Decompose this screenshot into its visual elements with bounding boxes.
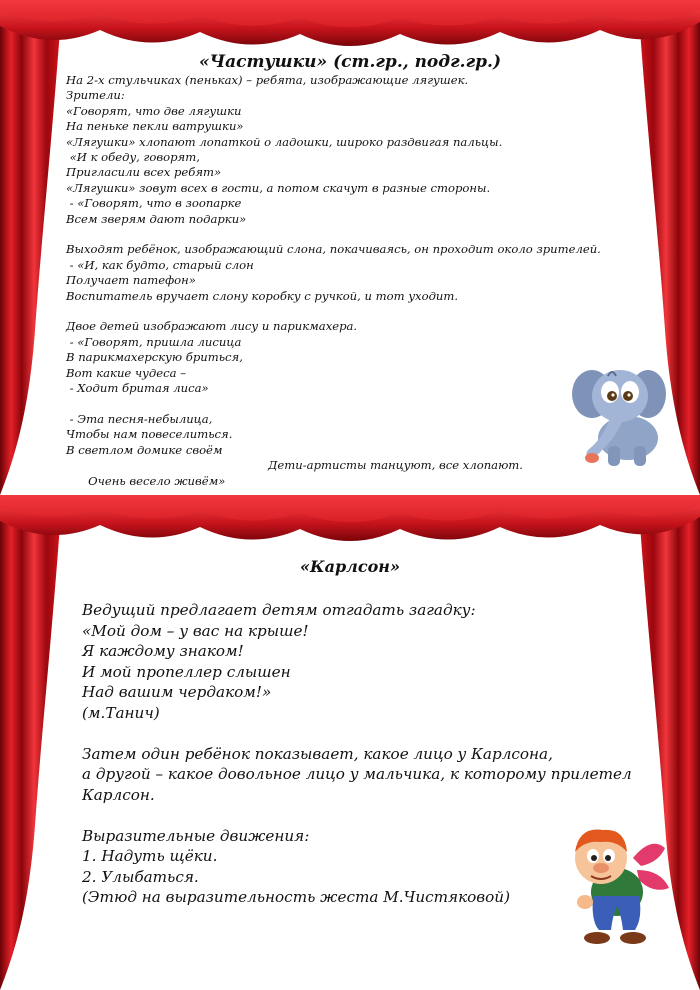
page-title: «Частушки» (ст.гр., подг.гр.)	[199, 52, 501, 72]
text-line: Двое детей изображают лису и парикмахера.	[66, 319, 358, 334]
text-line: Карлсон.	[82, 785, 155, 804]
text-line: - Ходит бритая лиса»	[66, 381, 209, 396]
text-line: Ведущий предлагает детям отгадать загадку:	[82, 601, 476, 619]
text-line: а другой – какое довольное лицо у мальчика, к которому прилетел	[82, 765, 632, 783]
text-line: (м.Танич)	[82, 703, 160, 722]
text-line: Всем зверям дают подарки»	[66, 211, 247, 226]
text-line: Получает патефон»	[66, 273, 196, 288]
text-line: 2. Улыбаться.	[82, 867, 199, 886]
text-line: - «И, как будто, старый слон	[66, 257, 254, 272]
text-line: «Мой дом – у вас на крыше!	[82, 621, 309, 640]
carlson-icon	[555, 818, 677, 946]
text-line: В парикмахерскую бриться,	[66, 350, 243, 365]
text-line: Воспитатель вручает слону коробку с ручкой, и тот уходит.	[66, 288, 459, 303]
text-line: Выразительные движения:	[82, 826, 310, 845]
text-line: Выходят ребёнок, изображающий слона, покачиваясь, он проходит около зрителей.	[66, 242, 601, 257]
text-line	[66, 458, 601, 495]
last-verse-line: Очень весело живём»	[88, 473, 226, 488]
blank-line	[66, 397, 601, 412]
text-line: 1. Надуть щёки.	[82, 847, 218, 865]
text-line: На 2-х стульчиках (пеньках) – ребята, изображающие лягушек.	[66, 73, 469, 87]
text-line: Вот какие чудеса –	[66, 365, 186, 380]
text-line: Зрители:	[66, 88, 125, 103]
elephant-icon	[568, 360, 668, 472]
text-line: И мой пропеллер слышен	[82, 662, 291, 681]
section-karlson	[0, 495, 700, 990]
blank-line	[66, 304, 601, 319]
text-block	[66, 73, 601, 495]
text-line: Я каждому знаком!	[82, 642, 244, 660]
blank-line	[82, 723, 632, 744]
text-block	[82, 600, 632, 908]
text-line: «Говорят, что две лягушки	[66, 103, 242, 118]
section-title: «Карлсон»	[300, 557, 400, 576]
text-line: Чтобы нам повеселиться.	[66, 427, 233, 442]
blank-line	[66, 227, 601, 242]
blank-line	[82, 805, 632, 826]
stage-direction: Дети-артисты танцуют, все хлопают.	[268, 458, 523, 473]
text-line: Над вашим чердаком!»	[82, 683, 272, 701]
text-line: В светлом домике своём	[66, 442, 223, 457]
text-line: - «Говорят, что в зоопарке	[66, 196, 242, 211]
text-line: (Этюд на выразительность жеста М.Чистяковой)	[82, 888, 510, 906]
text-line: Пригласили всех ребят»	[66, 165, 222, 180]
text-line: - Эта песня-небылица,	[66, 411, 213, 426]
text-line: «Лягушки» зовут всех в гости, а потом скачут в разные стороны.	[66, 180, 491, 195]
text-line: - «Говорят, пришла лисица	[66, 334, 242, 349]
text-line: На пеньке пекли ватрушки»	[66, 119, 244, 134]
text-line: «Лягушки» хлопают лопаткой о ладошки, широко раздвигая пальцы.	[66, 134, 503, 149]
text-line: Затем один ребёнок показывает, какое лицо у Карлсона,	[82, 744, 553, 763]
text-line: «И к обеду, говорят,	[66, 150, 200, 165]
